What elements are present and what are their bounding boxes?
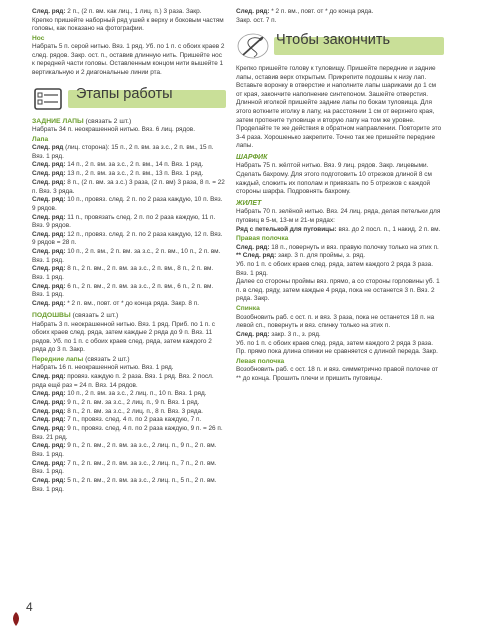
paragraph	[32, 477, 226, 494]
row-text: 8 п., 2 п. вм., 2 п. вм. за з.с., 2 п. вм., 8 п., 2 п. вм. Вяз. 1 ряд.	[32, 265, 214, 281]
row-label: След. ряд:	[32, 161, 66, 169]
row-text: 10 п., 2 п. вм. за з.с., 2 лиц. п., 10 п. Вяз. 1 ряд.	[65, 390, 207, 398]
row-label: След. ряд:	[32, 265, 66, 273]
row-text: 5 п., 2 п. вм., 2 п. вм. за з.с., 2 лиц. п., 5 п., 2 п. вм. Вяз. 1 ряд.	[32, 477, 217, 493]
front-legs-title: Передние лапы	[32, 355, 84, 363]
paragraph	[32, 425, 226, 442]
row-label: След. ряд:	[32, 282, 66, 290]
row-text: 12 п., провяз. след. 2 п. по 2 раза каждую, 12 п. Вяз. 9 рядов = 28 п.	[32, 230, 223, 247]
page-number: 4	[26, 600, 33, 614]
paragraph	[32, 408, 226, 417]
paragraph	[32, 161, 226, 170]
row-label: След. ряд:	[32, 390, 66, 398]
paragraph	[32, 390, 226, 399]
row-text: Закр. ост. 7 п.	[236, 16, 277, 24]
paragraph	[32, 8, 226, 17]
paragraph	[236, 314, 444, 331]
paragraph	[32, 126, 226, 135]
row-text: (лиц. сторона): 15 п., 2 п. вм. за з.с., 2 п. вм., 15 п. Вяз. 1 ряд.	[32, 144, 214, 160]
row-label: След. ряд:	[32, 8, 66, 15]
vest-heading: ЖИЛЕТ	[236, 199, 262, 207]
row-text: 6 п., 2 п. вм., 2 п. вм. за з.с., 2 п. вм., 6 п., 2 п. вм. Вяз. 1 ряд.	[32, 282, 214, 299]
paragraph	[32, 248, 226, 265]
row-text: 10 п., провяз. след. 2 п. по 2 раза каждую, 10 п. Вяз. 9 рядов.	[32, 196, 223, 212]
right-intro	[236, 8, 444, 25]
vest-text	[236, 208, 444, 234]
row-label: Ряд с петелькой для пуговицы:	[236, 225, 337, 233]
paragraph	[32, 144, 226, 161]
row-text: закр. 3 п., з. ряд.	[269, 330, 321, 338]
row-text: 13 п., 2 п. вм. за з.с., 2 п. вм., 13 п. Вяз. 1 ряд.	[65, 170, 204, 178]
paragraph	[32, 283, 226, 300]
paragraph	[32, 399, 226, 408]
paragraph	[236, 65, 444, 150]
paragraph	[32, 300, 226, 309]
row-text: Набрать 70 п. зелёной нитью. Вяз. 24 лиц. ряда, делая петельки для пуговиц в 5-м, 13-м и 21-м рядах:	[236, 208, 441, 224]
paragraph	[236, 244, 444, 253]
row-label: След. ряд:	[236, 243, 270, 251]
row-text: Набрать 16 п. неокрашенной нитью. Вяз. 1 ряд.	[32, 364, 174, 372]
row-label: След. ряд:	[236, 330, 270, 338]
row-text: вяз. до 2 посл. п., 1 накид, 2 п. вм.	[336, 225, 441, 233]
row-text: 9 п., 2 п. вм., 2 п. вм. за з.с., 2 лиц. п., 9 п., 2 п. вм. Вяз. 1 ряд.	[32, 442, 217, 459]
paragraph	[236, 171, 444, 197]
row-text: 7 п., провяз. след. 4 п. по 2 раза каждую, 7 п.	[65, 416, 202, 424]
paragraph	[32, 179, 226, 196]
paragraph	[32, 460, 226, 477]
needle-thread-icon	[236, 33, 270, 59]
paragraph	[32, 214, 226, 231]
row-text: Набрать 34 п. неокрашенной нитью. Вяз. 6 лиц. рядов.	[32, 126, 195, 134]
row-label: След. ряд:	[32, 178, 66, 186]
left-front-text	[236, 366, 444, 383]
back-heading: Спинка	[236, 304, 260, 312]
row-text: 2 п., (2 п. вм. как лиц., 1 лиц. п.) 3 раза. Закр.	[65, 8, 202, 15]
hind-legs-note: (связать 2 шт.)	[83, 117, 132, 125]
row-label: След. ряд:	[32, 459, 66, 467]
paragraph	[236, 17, 444, 26]
row-text: провяз. каждую п. 2 раза. Вяз. 1 ряд. Вяз. 2 посл. ряда ещё раз = 24 п. Вяз. 14 рядов.	[32, 372, 214, 389]
paragraph	[236, 252, 444, 261]
scarf-heading: ШАРФИК	[236, 153, 268, 161]
row-label: След. ряд:	[32, 477, 66, 485]
banner-title: Этапы работы	[76, 85, 173, 102]
paragraph	[236, 331, 444, 340]
soles-text	[32, 321, 226, 355]
row-label: След. ряд:	[32, 213, 66, 221]
row-text: 9 п., 2 п. вм. за з.с., 2 лиц. п., 9 п. Вяз. 1 ряд.	[65, 399, 200, 406]
banner-title: Чтобы закончить	[276, 32, 391, 49]
row-label: След. ряд:	[32, 442, 66, 450]
finish-banner	[236, 33, 444, 59]
row-text: закр. 3 п. для проймы, з. ряд.	[276, 252, 366, 260]
nose-heading: Нос	[32, 34, 45, 42]
row-text: 10 п., 2 п. вм., 2 п. вм. за з.с., 2 п. вм., 10 п., 2 п. вм. Вяз. 1 ряд.	[32, 248, 221, 264]
row-text: Набрать 3 п. неокрашенной нитью. Вяз. 1 ряд. Приб. по 1 п. с обоих краев след. ряда, затем каждые 2 ряда до 9 п. Вяз. 11 рядов. Уб. по 1 п. с обоих краев след. ряда, затем каждого 2 ряда до 3 п. Закр.	[32, 320, 215, 354]
paw-rows	[32, 144, 226, 308]
row-text: * 2 п. вм., повт. от * до конца ряда. Закр. 8 п.	[65, 299, 199, 307]
paragraph	[236, 226, 444, 235]
paragraph	[32, 265, 226, 282]
row-text: Набрать 5 п. серой нитью. Вяз. 1 ряд. Уб. по 1 п. с обоих краев 2 след. рядов. Закр. ост. п., оставив длинную нить. Пришейте нос к передней части головы. Оставленным концом нити вышейте 1 вертикальную и 2 диагональные линии рта.	[32, 43, 225, 77]
clipboard-list-icon	[32, 86, 68, 112]
left-intro	[32, 8, 226, 34]
soles-title: ПОДОШВЫ	[32, 311, 71, 319]
paragraph	[32, 442, 226, 459]
paragraph	[32, 231, 226, 248]
nose-text	[32, 43, 226, 77]
row-label: След. ряд:	[32, 230, 66, 238]
right-front-heading: Правая полочка	[236, 235, 289, 243]
row-text: 7 п., 2 п. вм., 2 п. вм. за з.с., 2 лиц. п., 7 п., 2 п. вм. Вяз. 1 ряд.	[32, 459, 217, 476]
row-text: 11 п., провязать след. 2 п. по 2 раза каждую, 11 п. Вяз. 9 рядов.	[32, 213, 216, 230]
row-label: След. ряд:	[32, 407, 66, 415]
row-text: 14 п., 2 п. вм. за з.с., 2 п. вм., 14 п. Вяз. 1 ряд.	[65, 161, 204, 169]
row-text: 9 п., провяз. след. 4 п. по 2 раза каждую, 9 п. = 26 п. Вяз. 21 ряд.	[32, 425, 223, 441]
row-label: След. ряд:	[32, 170, 66, 178]
back-text	[236, 314, 444, 357]
paragraph	[32, 43, 226, 77]
scarf-text	[236, 162, 444, 196]
paragraph	[32, 170, 226, 179]
paragraph	[236, 162, 444, 171]
row-label: След. ряд:	[32, 372, 66, 380]
row-text: * 2 п. вм., повт. от * до конца ряда.	[269, 8, 374, 15]
finish-text	[236, 65, 444, 150]
paw-heading: Лапа	[32, 135, 49, 143]
row-label: След. ряд:	[32, 248, 66, 256]
paragraph	[32, 17, 226, 34]
hind-legs-text	[32, 126, 226, 135]
stages-banner	[32, 86, 226, 112]
row-text: Далее со стороны проймы вяз. прямо, а со стороны горловины уб. 1 п. в след. ряду, затем каждые 4 ряда, пока не останется 3 п. Вяз. 2 ряда. Закр.	[236, 278, 440, 303]
row-text: Уб. по 1 п. с обоих краев след. ряда, затем каждого 2 ряда 3 раза. Пр. прямо пока длина спинки не сравняется с длиной переда. Закр.	[236, 339, 438, 356]
hind-legs-heading	[32, 118, 226, 127]
row-text: 8 п., 2 п. вм. за з.с., 2 лиц. п., 8 п. Вяз. 3 ряда.	[65, 407, 203, 415]
row-label: След. ряд:	[32, 399, 66, 406]
page-corner-mark-icon	[12, 612, 20, 626]
front-legs-note: (связать 2 шт.)	[83, 355, 130, 363]
row-label: След. ряд:	[236, 8, 270, 15]
row-text: 8 п., (2 п. вм. за з.с.) 3 раза, (2 п. вм) 3 раза, 8 п. = 22 п. Вяз. 3 ряда.	[32, 178, 225, 195]
row-text: Крепко пришейте голову к туловищу. Пришейте передние и задние лапы, оставив верх открытым. Прикрепите подошвы к низу лап. Вставьте воронку в отверстие и наполните лапы шариками до 1 см от края, закончите наполнение синтепоном. Зашейте отверстия. Длинной иголкой пришейте задние лапы по бокам туловища. Для этого воткните иголку в лапу, на расстоянии 1 см от верхнего края, затем проткните туловище и вторую лапу на том же уровне. Проделайте те же действия в обратном направлении. Повторите это 3-4 раза. Хорошенько закрепите. Точно так же пришейте передние лапы.	[236, 65, 442, 150]
front-legs-rows	[32, 364, 226, 494]
row-label: След. ряд:	[32, 416, 66, 424]
row-text: Крепко пришейте наборный ряд ушей к верху и боковым частям головы, как показано на фотографии.	[32, 16, 224, 33]
right-column	[236, 8, 444, 383]
row-label: След. ряд:	[32, 425, 66, 433]
paragraph	[32, 321, 226, 355]
left-column	[32, 8, 226, 494]
soles-heading	[32, 312, 226, 321]
paragraph	[236, 340, 444, 357]
row-text: Набрать 75 п. жёлтой нитью. Вяз. 9 лиц. рядов. Закр. лицевыми.	[236, 162, 429, 170]
paragraph	[236, 8, 444, 17]
front-legs-heading	[32, 356, 226, 365]
row-text: Уб. по 1 п. с обоих краев след. ряда, затем каждого 2 ряда 3 раза. Вяз. 1 ряд.	[236, 261, 434, 277]
row-text: 18 п., повернуть и вяз. правую полочку только на этих п.	[269, 243, 439, 251]
row-label: След. ряд:	[32, 196, 66, 204]
row-label: След. ряд	[32, 144, 64, 152]
paragraph	[32, 373, 226, 390]
right-front-text	[236, 244, 444, 304]
paragraph	[236, 278, 444, 304]
soles-note: (связать 2 шт.)	[70, 311, 119, 319]
row-label: След. ряд:	[32, 299, 66, 307]
hind-legs-title: ЗАДНИЕ ЛАПЫ	[32, 117, 84, 125]
paragraph	[236, 261, 444, 278]
left-front-heading: Левая полочка	[236, 357, 285, 365]
row-text: Возобновить раб. с ост. 18 п. и вяз. симметрично правой полочке от ** до конца. Прошить плечи и пришить пуговицы.	[236, 366, 439, 382]
paragraph	[236, 366, 444, 383]
row-text: Сделать бахрому. Для этого подготовить 10 отрезков длиной 8 см каждый, сложить их пополам и привязать по 5 отрезков с каждой стороны шарфа. Подровнять бахрому.	[236, 171, 432, 196]
paragraph	[32, 364, 226, 373]
row-text: Возобновить раб. с ост. п. и вяз. 3 раза, пока не останется 18 п. на левой сп., повернуть и вяз. спинку только на этих п.	[236, 313, 435, 330]
paragraph	[32, 416, 226, 425]
paragraph	[236, 208, 444, 225]
paragraph	[32, 196, 226, 213]
row-label: ** След. ряд:	[236, 252, 277, 260]
